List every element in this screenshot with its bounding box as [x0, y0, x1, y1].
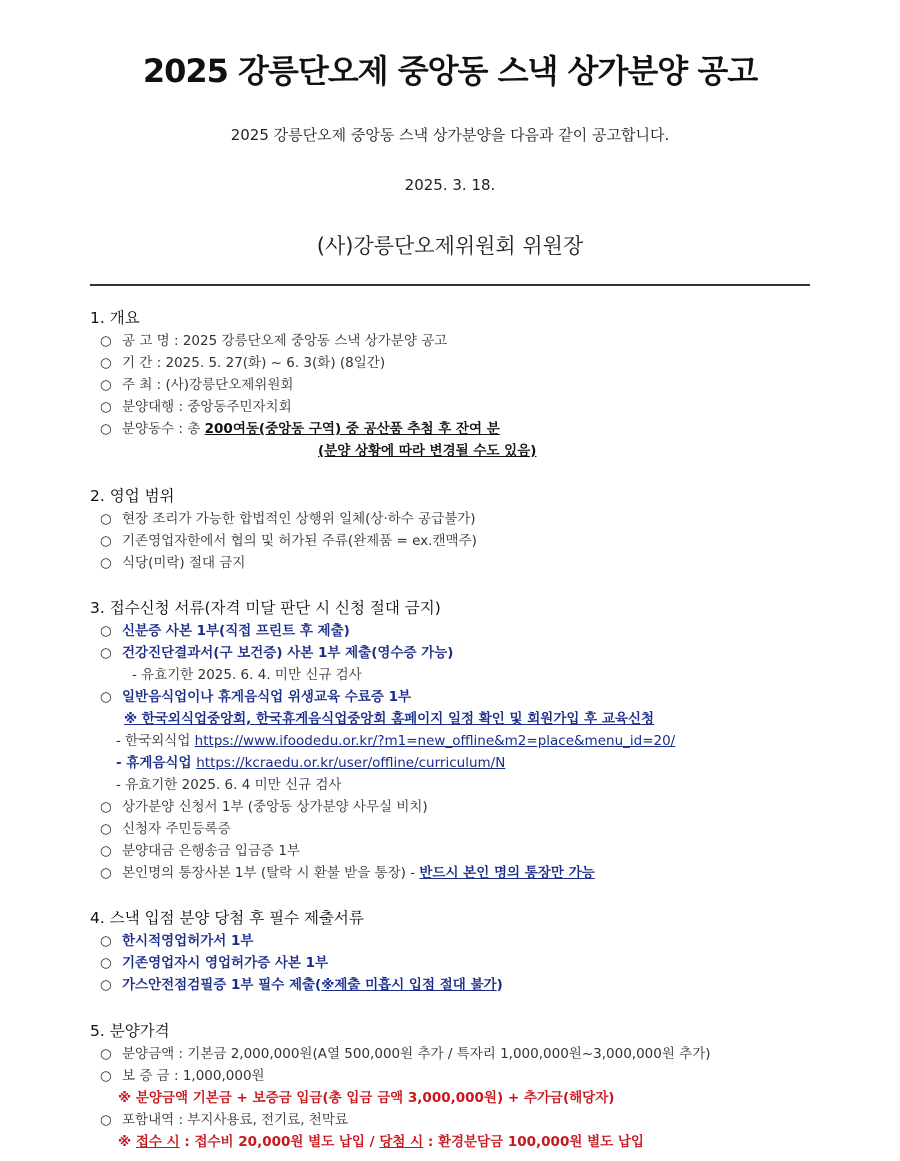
section2-heading: 2. 영업 범위 — [90, 487, 175, 505]
section3-item: ○ 분양대금 은행송금 입금증 1부 — [100, 843, 300, 859]
hygiene-validity: - 유효기한 2025. 6. 4 미만 신규 검사 — [116, 777, 342, 793]
bullet-icon: ○ — [100, 1068, 112, 1084]
section3-item: ○ 상가분양 신청서 1부 (중앙동 상가분양 사무실 비치) — [100, 799, 428, 815]
hygiene-note: ※ 한국외식업중앙회, 한국휴게음식업중앙회 홈페이지 일정 확인 및 회원가입 후 교육신청 — [124, 711, 655, 727]
page-title: 2025 강릉단오제 중앙동 스낵 상가분양 공고 — [142, 52, 758, 90]
section1-heading: 1. 개요 — [90, 309, 140, 327]
count-note: (분양 상황에 따라 변경될 수도 있음) — [318, 443, 537, 459]
divider — [90, 284, 810, 286]
deposit-note: ※ 분양금액 기본금 + 보증금 입금(총 입금 금액 3,000,000원) + 추가금(해당자) — [118, 1090, 615, 1106]
section3-bankbook: ○ 본인명의 통장사본 1부 (탈락 시 환불 받을 통장) - 반드시 본인 명의 통장만 가능 — [100, 865, 595, 881]
section3-id-copy: ○ 신분증 사본 1부(직접 프린트 후 제출) — [100, 623, 350, 639]
bullet-icon: ○ — [100, 843, 112, 859]
bullet-icon: ○ — [100, 355, 112, 371]
bullet-icon: ○ — [100, 511, 112, 527]
section2-item: ○ 현장 조리가 가능한 합법적인 상행위 일체(상·하수 공급불가) — [100, 511, 476, 527]
organization-name: (사)강릉단오제위원회 위원장 — [316, 234, 584, 258]
bullet-icon: ○ — [100, 333, 112, 349]
bullet-icon: ○ — [100, 1112, 112, 1128]
health-validity: - 유효기한 2025. 6. 4. 미만 신규 검사 — [132, 667, 362, 683]
section3-hygiene-cert: ○ 일반음식업이나 휴게음식업 위생교육 수료증 1부 — [100, 689, 412, 705]
section5-deposit: ○ 보 증 금 : 1,000,000원 — [100, 1068, 265, 1084]
bullet-icon: ○ — [100, 399, 112, 415]
bullet-icon: ○ — [100, 933, 112, 949]
section5-heading: 5. 분양가격 — [90, 1022, 170, 1040]
section1-item: ○ 공 고 명 : 2025 강릉단오제 중앙동 스낵 상가분양 공고 — [100, 333, 448, 349]
bullet-icon: ○ — [100, 421, 112, 437]
section1-item: ○ 주 최 : (사)강릉단오제위원회 — [100, 377, 294, 393]
bullet-icon: ○ — [100, 799, 112, 815]
section5-amount: ○ 분양금액 : 기본금 2,000,000원(A열 500,000원 추가 / 특자리 1,000,000원~3,000,000원 추가) — [100, 1046, 711, 1062]
section4-gas: ○ 가스안전점검필증 1부 필수 제출(※제출 미흡시 입점 절대 불가) — [100, 977, 503, 993]
section1-item: ○ 기 간 : 2025. 5. 27(화) ~ 6. 3(화) (8일간) — [100, 355, 386, 371]
rest-food-link[interactable]: https://kcraedu.or.kr/user/offline/curriculum/N — [196, 755, 506, 771]
rest-food-link-row: - 휴게음식업 https://kcraedu.or.kr/user/offline/curriculum/N — [116, 755, 506, 771]
bullet-icon: ○ — [100, 533, 112, 549]
intro-text: 2025 강릉단오제 중앙동 스낵 상가분양을 다음과 같이 공고합니다. — [230, 126, 670, 144]
section3-item: ○ 신청자 주민등록증 — [100, 821, 231, 837]
section4-item: ○ 한시적영업허가서 1부 — [100, 933, 254, 949]
bullet-icon: ○ — [100, 377, 112, 393]
section3-health-cert: ○ 건강진단결과서(구 보건증) 사본 1부 제출(영수증 가능) — [100, 645, 454, 661]
foreign-food-link-row: - 한국외식업 https://www.ifoodedu.or.kr/?m1=new_offline&m2=place&menu_id=20/ — [116, 733, 676, 749]
bullet-icon: ○ — [100, 689, 112, 705]
section3-heading: 3. 접수신청 서류(자격 미달 판단 시 신청 절대 금지) — [90, 599, 441, 617]
bullet-icon: ○ — [100, 977, 112, 993]
section4-item: ○ 기존영업자시 영업허가증 사본 1부 — [100, 955, 329, 971]
bullet-icon: ○ — [100, 865, 112, 881]
section1-item: ○ 분양대행 : 중앙동주민자치회 — [100, 399, 292, 415]
bullet-icon: ○ — [100, 645, 112, 661]
fee-note: ※ 접수 시 : 접수비 20,000원 별도 납입 / 당첨 시 : 환경분담금 100,000원 별도 납입 — [118, 1134, 644, 1150]
count-value: 200여동(중앙동 구역) 중 공산품 추첨 후 잔여 분 — [204, 421, 500, 437]
bullet-icon: ○ — [100, 555, 112, 571]
bullet-icon: ○ — [100, 955, 112, 971]
section2-item: ○ 기존영업자한에서 협의 및 허가된 주류(완제품 = ex.캔맥주) — [100, 533, 477, 549]
section2-item: ○ 식당(미락) 절대 금지 — [100, 555, 246, 571]
bullet-icon: ○ — [100, 623, 112, 639]
bullet-icon: ○ — [100, 1046, 112, 1062]
announcement-date: 2025. 3. 18. — [404, 176, 496, 194]
foreign-food-link[interactable]: https://www.ifoodedu.or.kr/?m1=new_offline&m2=place&menu_id=20/ — [194, 733, 676, 749]
bullet-icon: ○ — [100, 821, 112, 837]
section4-heading: 4. 스낵 입점 분양 당첨 후 필수 제출서류 — [90, 909, 364, 927]
section1-count: ○ 분양동수 : 총 200여동(중앙동 구역) 중 공산품 추첨 후 잔여 분 — [100, 421, 500, 437]
section5-includes: ○ 포함내역 : 부지사용료, 전기료, 천막료 — [100, 1112, 348, 1128]
